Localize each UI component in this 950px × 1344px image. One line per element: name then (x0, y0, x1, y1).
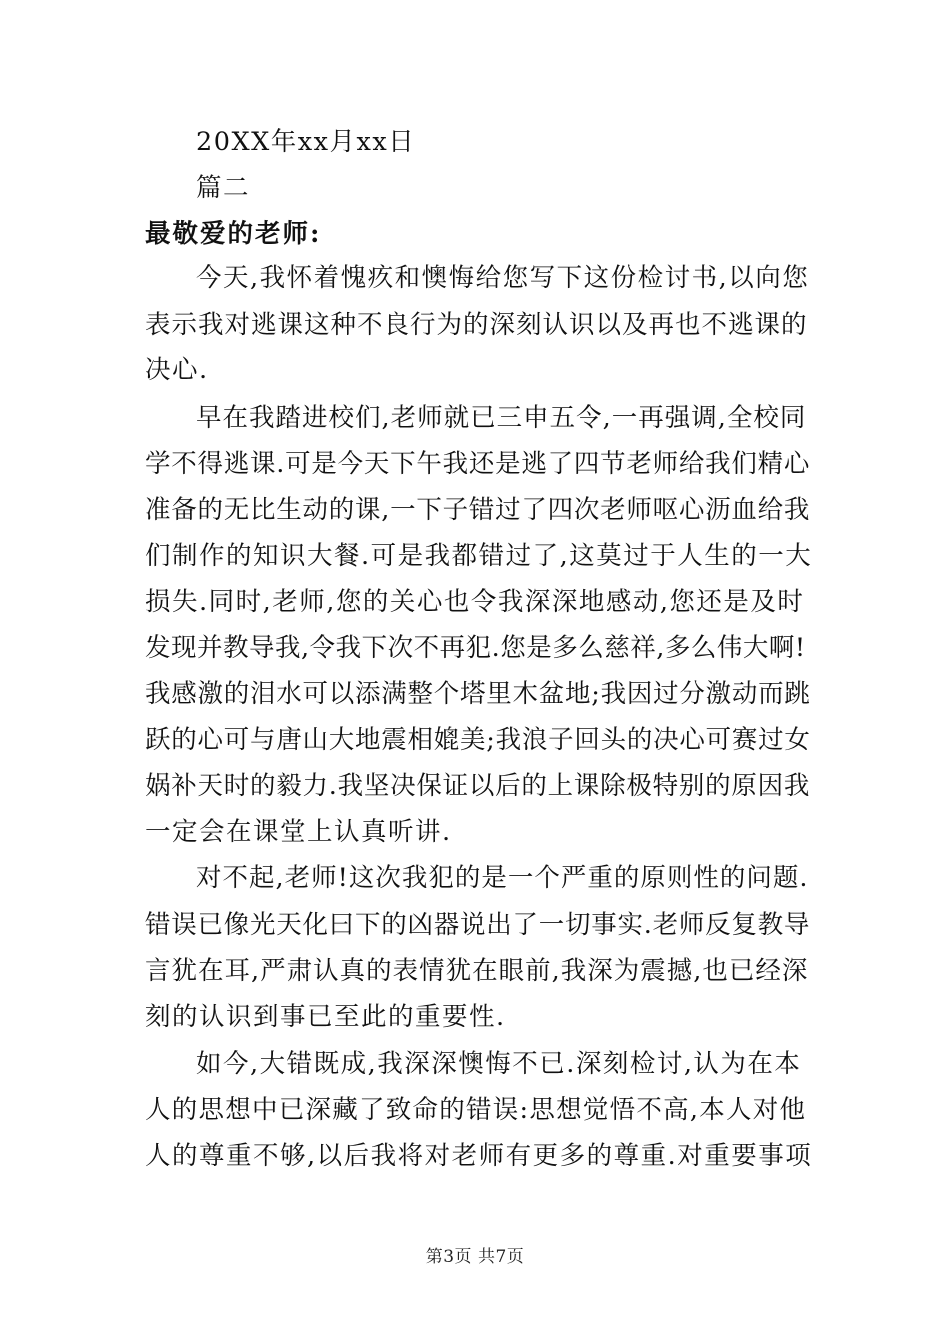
body-line: 如今,大错既成,我深深懊悔不已.深刻检讨,认为在本 (196, 1049, 802, 1079)
body-line: 损失.同时,老师,您的关心也令我深深地感动,您还是及时 (145, 587, 805, 617)
body-line: 对不起,老师!这次我犯的是一个严重的原则性的问题. (196, 863, 809, 893)
salutation: 最敬爱的老师: (145, 219, 322, 249)
body-line: 学不得逃课.可是今天下午我还是逃了四节老师给我们精心 (145, 449, 811, 479)
body-line: 言犹在耳,严肃认真的表情犹在眼前,我深为震撼,也已经深 (145, 956, 809, 986)
body-line: 准备的无比生动的课,一下子错过了四次老师呕心沥血给我 (145, 495, 811, 525)
body-line: 娲补天时的毅力.我坚决保证以后的上课除极特别的原因我 (145, 771, 811, 801)
body-line: 错误已像光天化曰下的凶器说出了一切事实.老师反复教导 (145, 910, 811, 940)
body-line: 一定会在课堂上认真听讲. (145, 817, 452, 847)
section-label: 篇二 (196, 173, 251, 203)
body-line: 刻的认识到事已至此的重要性. (145, 1002, 506, 1032)
date-line: 20XX年xx月xx日 (196, 127, 416, 157)
body-line: 发现并教导我,令我下次不再犯.您是多么慈祥,多么伟大啊! (145, 633, 806, 663)
body-line: 表示我对逃课这种不良行为的深刻认识以及再也不逃课的 (145, 310, 808, 340)
body-line: 决心. (145, 355, 209, 385)
body-line: 我感激的泪水可以添满整个塔里木盆地;我因过分激动而跳 (145, 679, 811, 709)
body-line: 人的尊重不够,以后我将对老师有更多的尊重.对重要事项 (145, 1141, 813, 1171)
body-line: 早在我踏进校们,老师就已三申五令,一再强调,全校同 (196, 403, 807, 433)
body-line: 人的思想中已深藏了致命的错误:思想觉悟不高,本人对他 (145, 1095, 807, 1125)
body-line: 跃的心可与唐山大地震相媲美;我浪子回头的决心可赛过女 (145, 725, 811, 755)
body-line: 今天,我怀着愧疚和懊悔给您写下这份检讨书,以向您 (196, 263, 810, 293)
page-footer: 第3页 共7页 (425, 1247, 525, 1267)
body-line: 们制作的知识大餐.可是我都错过了,这莫过于人生的一大 (145, 541, 813, 571)
